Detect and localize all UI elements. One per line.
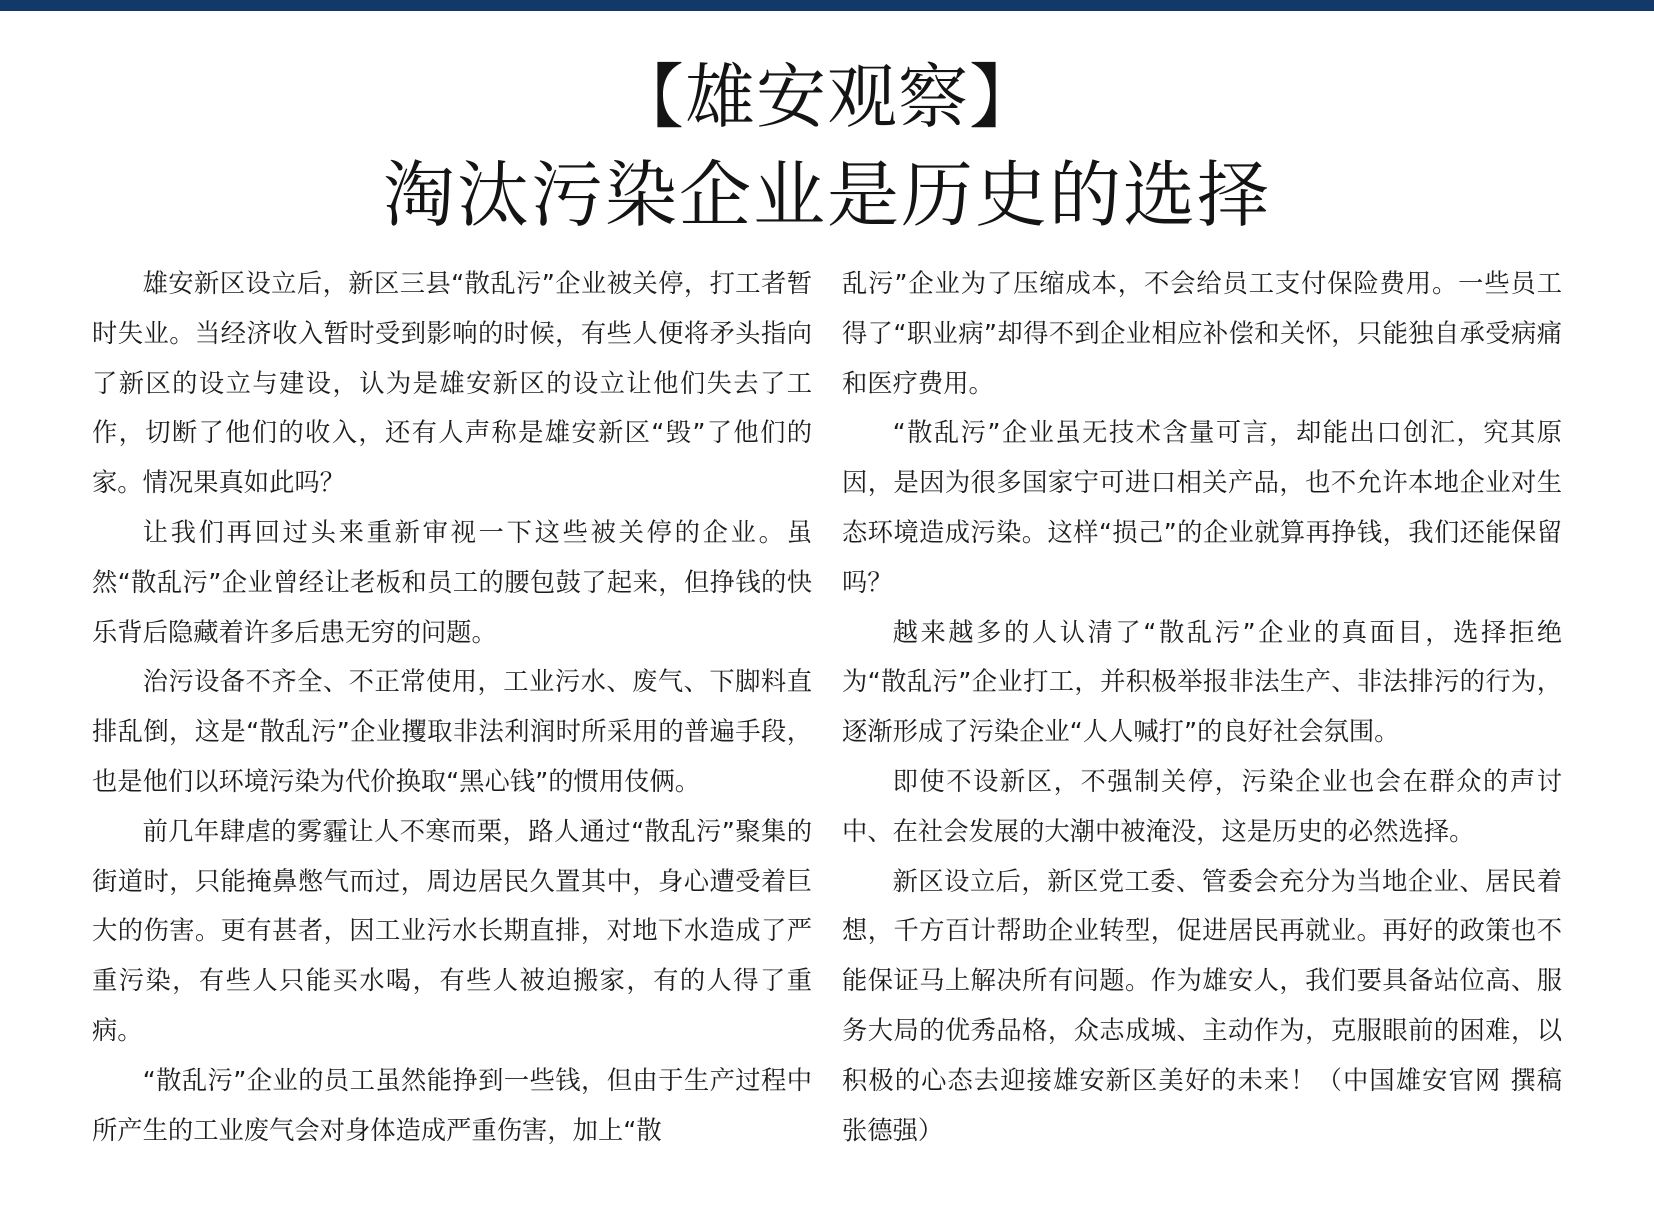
- paragraph: 让我们再回过头来重新审视一下这些被关停的企业。虽然“散乱污”企业曾经让老板和员工的腰包鼓了起来，但挣钱的快乐背后隐藏着许多后患无穷的问题。: [92, 517, 812, 647]
- right-column: [842, 259, 1562, 1209]
- page-title: 淘汰污染企业是历史的选择: [382, 153, 1271, 237]
- paragraph: 治污设备不齐全、不正常使用，工业污水、废气、下脚料直排乱倒，这是“散乱污”企业攫取非法利润时所采用的普遍手段，也是他们以环境污染为代价换取“黑心钱”的惯用伎俩。: [92, 667, 812, 796]
- paragraph: 新区设立后，新区党工委、管委会充分为当地企业、居民着想，千方百计帮助企业转型，促进居民再就业。再好的政策也不能保证马上解决所有问题。作为雄安人，我们要具备站位高、服务大局的优秀品格，众志成城、主动作为，克服眼前的困难，以积极的心态去迎接雄安新区美好的未来！（中国雄安官网 撰稿 张德强）: [842, 866, 1562, 1145]
- article-body: [92, 259, 1562, 1209]
- left-column: [92, 259, 812, 1209]
- paragraph: 越来越多的人认清了“散乱污”企业的真面目，选择拒绝为“散乱污”企业打工，并积极举报非法生产、非法排污的行为，逐渐形成了污染企业“人人喊打”的良好社会氛围。: [842, 617, 1562, 747]
- paragraph: 前几年肆虐的雾霾让人不寒而栗，路人通过“散乱污”聚集的街道时，只能掩鼻憋气而过，周边居民久置其中，身心遭受着巨大的伤害。更有甚者，因工业污水长期直排，对地下水造成了严重污染，有些人只能买水喝，有些人被迫搬家，有的人得了重病。: [92, 816, 812, 1045]
- paragraph: “散乱污”企业的员工虽然能挣到一些钱，但由于生产过程中所产生的工业废气会对身体造成严重伤害，加上“散: [92, 1065, 812, 1145]
- paragraph: “散乱污”企业虽无技术含量可言，却能出口创汇，究其原因，是因为很多国家宁可进口相关产品，也不允许本地企业对生态环境造成污染。这样“损己”的企业就算再挣钱，我们还能保留吗？: [842, 418, 1562, 597]
- article-header: [0, 52, 1654, 288]
- paragraph: 雄安新区设立后，新区三县“散乱污”企业被关停，打工者暂时失业。当经济收入暂时受到影响的时候，有些人便将矛头指向了新区的设立与建设，认为是雄安新区的设立让他们失去了工作，切断了他们的收入，还有人声称是雄安新区“毁”了他们的家。情况果真如此吗？: [92, 269, 812, 498]
- paragraph-continued: 乱污”企业为了压缩成本，不会给员工支付保险费用。一些员工得了“职业病”却得不到企业相应补偿和关怀，只能独自承受病痛和医疗费用。: [842, 269, 1562, 398]
- section-kicker: 【雄安观察】: [614, 56, 1040, 138]
- paragraph: 即使不设新区，不强制关停，污染企业也会在群众的声讨中、在社会发展的大潮中被淹没，这是历史的必然选择。: [842, 766, 1562, 846]
- top-accent-bar: [0, 0, 1654, 11]
